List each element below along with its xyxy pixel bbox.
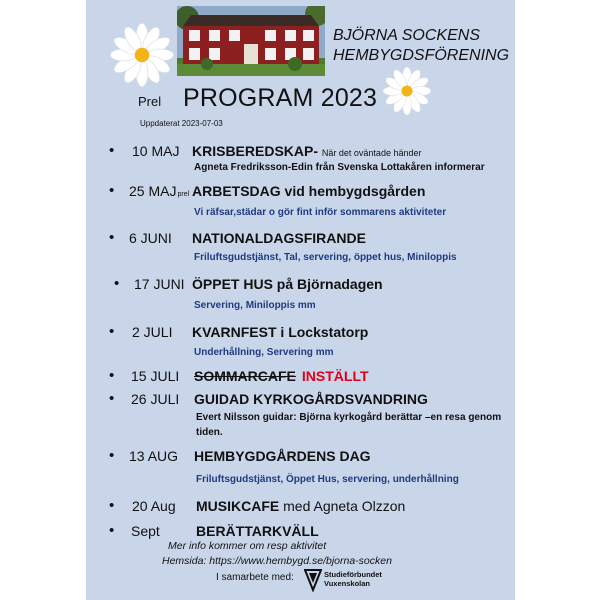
bullet-icon: • xyxy=(109,323,115,340)
bullet-icon: • xyxy=(109,497,115,514)
program-title: PROGRAM 2023 xyxy=(183,84,378,112)
event-title: ÖPPET HUS på Björnadagen xyxy=(192,276,383,292)
event-date: 13 AUG xyxy=(129,448,179,464)
organization-title xyxy=(333,26,513,66)
event-description: tiden. xyxy=(196,427,223,438)
org-title-line: HEMBYGDSFÖRENING xyxy=(333,47,510,64)
event-description: Underhållning, Servering mm xyxy=(194,347,334,358)
event-date: 17 JUNI xyxy=(134,276,185,292)
event-description: Friluftsgudstjänst, Tal, servering, öppet hus, Miniloppis xyxy=(194,252,457,263)
event-date: 6 JUNI xyxy=(129,230,172,246)
event-description: Agneta Fredriksson-Edin från Svenska Lottakåren informerar xyxy=(194,162,485,173)
event-title: GUIDAD KYRKOGÅRDSVANDRING xyxy=(194,391,428,407)
daisy-icon xyxy=(382,66,432,116)
event-description: Vi räfsar,städar o gör fint inför sommarens aktiviteter xyxy=(194,207,447,218)
event-title: KRISBEREDSKAP- När det oväntade händer xyxy=(192,143,422,159)
bullet-icon: • xyxy=(109,367,115,384)
event-description: Servering, Miniloppis mm xyxy=(194,300,316,311)
event-title: ARBETSDAG vid hembygdsgården xyxy=(192,183,426,199)
homepage-link-text[interactable]: Hemsida: https://www.hembygd.se/bjorna-socken xyxy=(162,555,392,567)
logo-mark-icon xyxy=(304,568,322,592)
prel-label: Prel xyxy=(138,94,162,109)
bullet-icon: • xyxy=(109,522,115,539)
event-date: 15 JULI xyxy=(131,368,180,384)
event-date: 26 JULI xyxy=(131,391,180,407)
cancelled-badge: INSTÄLLT xyxy=(301,368,369,384)
logo-text: Studieförbundet Vuxenskolan xyxy=(324,570,382,588)
bullet-icon: • xyxy=(109,142,115,159)
house-picture xyxy=(177,6,325,76)
bullet-icon: • xyxy=(114,275,120,292)
event-description: Evert Nilsson guidar: Björna kyrkogård berättar –en resa genom xyxy=(196,412,502,423)
event-title: KVARNFEST i Lockstatorp xyxy=(192,324,369,340)
info-text: Mer info kommer om resp aktivitet xyxy=(168,540,327,552)
event-date: 20 Aug xyxy=(132,498,176,514)
event-title: BERÄTTARKVÄLL xyxy=(196,523,319,539)
updated-date: Uppdaterat 2023-07-03 xyxy=(140,119,223,128)
vuxenskolan-logo xyxy=(304,568,382,594)
bullet-icon: • xyxy=(109,390,115,407)
bullet-icon: • xyxy=(109,182,115,199)
event-title: HEMBYGDGÅRDENS DAG xyxy=(194,448,371,464)
daisy-icon xyxy=(109,22,175,88)
event-date: 10 MAJ xyxy=(132,143,180,159)
event-date: 25 MAJprel xyxy=(129,183,190,199)
event-title: SOMMARCAFE INSTÄLLT xyxy=(194,368,369,384)
event-title: MUSIKCAFE med Agneta Olzzon xyxy=(196,498,406,514)
cooperation-label: I samarbete med: xyxy=(216,572,294,583)
org-title-line: BJÖRNA SOCKENS xyxy=(333,27,480,44)
bullet-icon: • xyxy=(109,229,115,246)
event-title: NATIONALDAGSFIRANDE xyxy=(192,230,366,246)
event-description: Friluftsgudstjänst, Öppet Hus, servering, underhållning xyxy=(196,474,459,485)
event-date: 2 JULI xyxy=(132,324,173,340)
event-date: Sept xyxy=(131,523,160,539)
program-poster xyxy=(86,0,515,600)
bullet-icon: • xyxy=(109,447,115,464)
